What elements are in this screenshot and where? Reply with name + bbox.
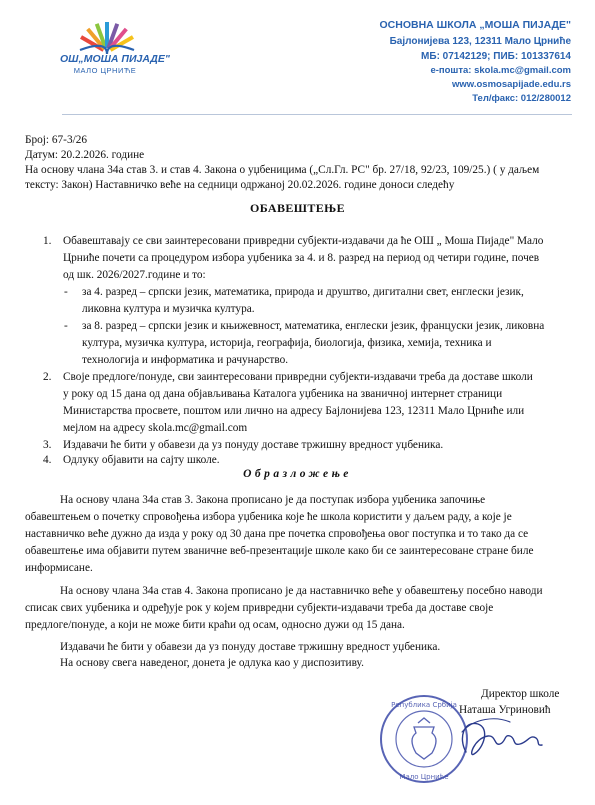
reasoning-line: наставничко веће дужно да изда у року од 30 дана пре почетка спровођења овог поступка и то тако да се bbox=[25, 528, 529, 540]
item-3-line: Издавачи ће бити у обавези да уз понуду доставе тржишну вредност уџбеника. bbox=[63, 439, 444, 451]
item-number: 2. bbox=[43, 371, 52, 383]
bullet-line: култура, музичка култура, историја, географија, биологија, физика, хемија, техника и bbox=[82, 337, 492, 349]
reasoning-line: списак свих уџбеника и одређује рок у којем привредни субјекти-издавачи треба да доставе своје bbox=[25, 602, 494, 614]
item-number: 3. bbox=[43, 439, 52, 451]
school-address: Бајлонијева 123, 12311 Мало Црниће bbox=[389, 36, 571, 47]
handwritten-signature bbox=[444, 708, 554, 768]
bullet-line: за 4. разред – српски језик, математика, природа и друштво, дигитални свет, енглески језик, bbox=[82, 286, 524, 298]
school-phone: Тел/факс: 012/280012 bbox=[472, 93, 571, 104]
bullet-dash: - bbox=[64, 286, 68, 298]
item-2-line: Министарства просвете, поштом или лично на адресу Бајлонијева 123, 12311 Мало Црниће или bbox=[63, 405, 525, 417]
reasoning-line: Издавачи ће бити у обавези да уз понуду доставе тржишну вредност уџбеника. bbox=[60, 641, 441, 653]
logo-subtitle: МАЛО ЦРНИЋЕ bbox=[73, 66, 137, 75]
item-2-line: мејлом на адресу skola.mc@gmail.com bbox=[63, 422, 248, 434]
svg-text:Република Србија: Република Србија bbox=[391, 701, 457, 709]
item-2-line: Своје предлоге/понуде, сви заинтересовани привредни субјекти-издавачи треба да доставе школи bbox=[63, 371, 533, 383]
logo-text: ОШ„МОША ПИЈАДЕ" bbox=[60, 53, 170, 65]
bullet-line: технологија и информатика и рачунарство. bbox=[82, 354, 289, 366]
school-ids: МБ: 07142129; ПИБ: 101337614 bbox=[421, 51, 571, 62]
document-title: ОБАВЕШТЕЊЕ bbox=[250, 201, 345, 215]
reasoning-line: обавештењем о почетку спровођења избора уџбеника које ће школа користити у даљем раду, а које је bbox=[25, 511, 512, 523]
document-number: Број: 67-3/26 bbox=[25, 134, 88, 146]
item-1-line: Обавештавају се сви заинтересовани привредни субјекти-издавачи да ће ОШ „ Моша Пијаде" Мало bbox=[63, 235, 544, 247]
item-1-line: од шк. 2026/2027.године и то: bbox=[63, 269, 206, 281]
bullet-line: ликовна култура и музичка култура. bbox=[82, 303, 255, 315]
school-website[interactable]: www.osmosapijade.edu.rs bbox=[452, 79, 571, 90]
book-logo-icon bbox=[62, 14, 152, 56]
bullet-dash: - bbox=[64, 320, 68, 332]
item-number: 4. bbox=[43, 454, 52, 466]
document-date: Датум: 20.2.2026. године bbox=[25, 149, 145, 161]
reasoning-line: На основу члана 34а став 3. Закона прописано је да поступак избора уџбеника започиње bbox=[60, 494, 486, 506]
header-divider bbox=[62, 114, 572, 115]
signature-name: Наташа Угриновић bbox=[459, 704, 551, 716]
reasoning-line: информисане. bbox=[25, 562, 93, 574]
item-number: 1. bbox=[43, 235, 52, 247]
bullet-line: за 8. разред – српски језик и књижевност, математика, енглески језик, француски језик, ликовна bbox=[82, 320, 545, 332]
reasoning-line: предлоге/понуде, а који не може бити краћи од осам, односно дужи од 15 дана. bbox=[25, 619, 405, 631]
reasoning-title: Образложење bbox=[243, 468, 352, 480]
item-1-line: Црниће почети са процедуром избора уџбеника за 4. и 8. разред на период од четири године, почев bbox=[63, 252, 540, 264]
reasoning-line: обавештење има објавити путем званичне веб-презентације школе како би се заинтересоване стране биле bbox=[25, 545, 534, 557]
item-4-line: Одлуку објавити на сајту школе. bbox=[63, 454, 220, 466]
reasoning-line: На основу свега наведеног, донета је одлука као у диспозитиву. bbox=[60, 657, 364, 669]
svg-text:Мало Црниће: Мало Црниће bbox=[399, 773, 449, 781]
reasoning-line: На основу члана 34а став 4. Закона прописано је да наставничко веће у обавештењу посебно наводи bbox=[60, 585, 543, 597]
school-name: ОСНОВНА ШКОЛА „МОША ПИЈАДЕ" bbox=[379, 19, 571, 31]
item-2-line: у року од 15 дана од дана објављивања Каталога уџбеника на званичној интернет страници bbox=[63, 388, 503, 400]
signature-scribble-icon bbox=[444, 708, 554, 768]
school-email[interactable]: e-пошта: skola.mc@gmail.com bbox=[430, 65, 571, 76]
signature-role: Директор школе bbox=[481, 688, 560, 700]
intro-line-1: На основу члана 34а став 3. и став 4. Закона о уџбеницима („Сл.Гл. РС" бр. 27/18, 92/23, 109/25.) ( у даљем bbox=[25, 164, 540, 176]
intro-line-2: тексту: Закон) Наставничко веће на седници одржаној 20.02.2026. године доноси следећу bbox=[25, 179, 455, 191]
